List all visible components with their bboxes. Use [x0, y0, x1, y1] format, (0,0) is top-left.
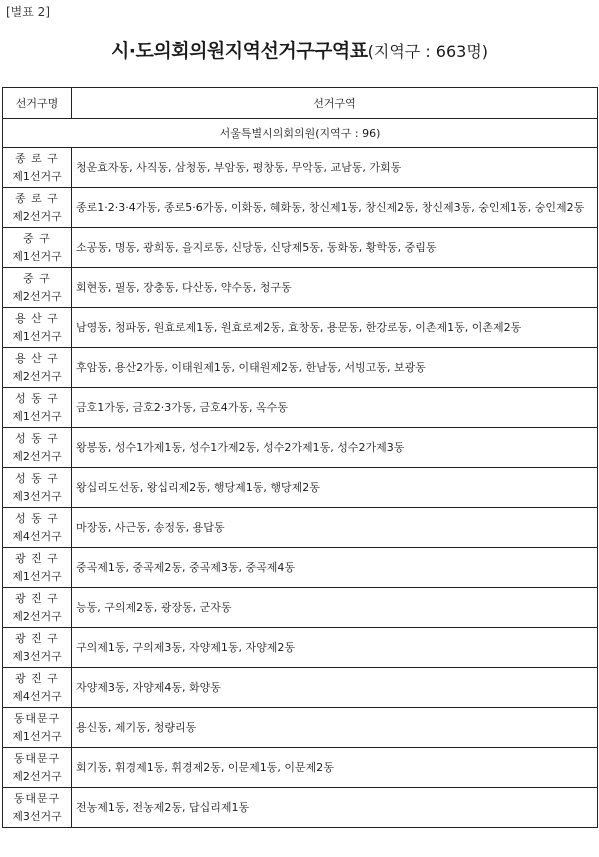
district-number: 제2선거구 — [12, 609, 62, 623]
district-number: 제2선거구 — [12, 369, 62, 383]
district-name-cell — [3, 428, 72, 468]
district-name-cell — [3, 348, 72, 388]
district-number: 제1선거구 — [12, 409, 62, 423]
table-row — [3, 748, 598, 788]
district-number: 제1선거구 — [12, 169, 62, 183]
district-areas-cell: 청운효자동, 사직동, 삼청동, 부암동, 평창동, 무악동, 교남동, 가회동 — [72, 148, 598, 188]
district-areas-cell: 소공동, 명동, 광희동, 을지로동, 신당동, 신당제5동, 동화동, 황학동, 중림동 — [72, 228, 598, 268]
table-row — [3, 188, 598, 228]
district-name-cell — [3, 748, 72, 788]
table-row — [3, 148, 598, 188]
district-gu-name: 용 산 구 — [15, 311, 59, 325]
table-row — [3, 428, 598, 468]
district-number: 제2선거구 — [12, 769, 62, 783]
district-number: 제3선거구 — [12, 649, 62, 663]
district-areas-cell: 금호1가동, 금호2·3가동, 금호4가동, 옥수동 — [72, 388, 598, 428]
table-row — [3, 468, 598, 508]
header-district-name: 선거구명 — [3, 88, 72, 119]
district-areas-cell: 중곡제1동, 중곡제2동, 중곡제3동, 중곡제4동 — [72, 548, 598, 588]
table-row — [3, 628, 598, 668]
district-areas-cell: 회현동, 필동, 장충동, 다산동, 약수동, 청구동 — [72, 268, 598, 308]
district-areas-cell: 왕십리도선동, 왕십리제2동, 행당제1동, 행당제2동 — [72, 468, 598, 508]
table-row — [3, 548, 598, 588]
district-name-cell — [3, 148, 72, 188]
district-name-cell — [3, 468, 72, 508]
district-areas-cell: 전농제1동, 전농제2동, 답십리제1동 — [72, 788, 598, 828]
district-gu-name: 중 구 — [23, 231, 51, 245]
district-number: 제4선거구 — [12, 529, 62, 543]
district-name-cell — [3, 228, 72, 268]
district-areas-cell: 왕봉동, 성수1가제1동, 성수1가제2동, 성수2가제1동, 성수2가제3동 — [72, 428, 598, 468]
district-name-cell — [3, 268, 72, 308]
table-row — [3, 268, 598, 308]
header-district-area: 선거구역 — [72, 88, 598, 119]
table-row — [3, 308, 598, 348]
district-gu-name: 성 동 구 — [15, 511, 59, 525]
district-name-cell — [3, 708, 72, 748]
title-sub: (지역구 : 663명) — [367, 42, 489, 61]
district-number: 제1선거구 — [12, 729, 62, 743]
district-gu-name: 동대문구 — [13, 711, 61, 725]
district-number: 제2선거구 — [12, 289, 62, 303]
annex-label: [별표 2] — [6, 5, 50, 19]
district-areas-cell: 남영동, 청파동, 원효로제1동, 원효로제2동, 효창동, 용문동, 한강로동, 이촌제1동, 이촌제2동 — [72, 308, 598, 348]
section-title: 서울특별시의회의원(지역구 : 96) — [3, 119, 598, 148]
table-row — [3, 388, 598, 428]
district-areas-cell: 능동, 구의제2동, 광장동, 군자동 — [72, 588, 598, 628]
table-row — [3, 228, 598, 268]
district-name-cell — [3, 188, 72, 228]
district-number: 제2선거구 — [12, 209, 62, 223]
district-gu-name: 광 진 구 — [15, 631, 59, 645]
district-name-cell — [3, 668, 72, 708]
district-areas-cell: 후암동, 용산2가동, 이태원제1동, 이태원제2동, 한남동, 서빙고동, 보광동 — [72, 348, 598, 388]
section-row — [3, 119, 598, 148]
district-gu-name: 광 진 구 — [15, 591, 59, 605]
title-main: 시·도의회의원지역선거구구역표 — [110, 40, 368, 62]
district-gu-name: 동대문구 — [13, 751, 61, 765]
district-number: 제4선거구 — [12, 689, 62, 703]
district-number: 제1선거구 — [12, 569, 62, 583]
district-areas-cell: 회기동, 휘경제1동, 휘경제2동, 이문제1동, 이문제2동 — [72, 748, 598, 788]
district-name-cell — [3, 628, 72, 668]
district-gu-name: 종 로 구 — [15, 151, 59, 165]
district-areas-cell: 종로1·2·3·4가동, 종로5·6가동, 이화동, 혜화동, 창신제1동, 창신제2동, 창신제3동, 숭인제1동, 숭인제2동 — [72, 188, 598, 228]
district-gu-name: 종 로 구 — [15, 191, 59, 205]
table-row — [3, 668, 598, 708]
table-header-row — [3, 88, 598, 119]
district-number: 제3선거구 — [12, 809, 62, 823]
district-gu-name: 중 구 — [23, 271, 51, 285]
document-title — [0, 36, 599, 63]
table-row — [3, 508, 598, 548]
district-gu-name: 광 진 구 — [15, 671, 59, 685]
district-gu-name: 성 동 구 — [15, 431, 59, 445]
district-name-cell — [3, 508, 72, 548]
district-gu-name: 성 동 구 — [15, 391, 59, 405]
district-areas-cell: 마장동, 사근동, 송정동, 용답동 — [72, 508, 598, 548]
district-areas-cell: 구의제1동, 구의제3동, 자양제1동, 자양제2동 — [72, 628, 598, 668]
district-number: 제1선거구 — [12, 249, 62, 263]
table-row — [3, 708, 598, 748]
district-gu-name: 성 동 구 — [15, 471, 59, 485]
district-areas-cell: 자양제3동, 자양제4동, 화양동 — [72, 668, 598, 708]
district-table — [2, 87, 598, 828]
district-number: 제2선거구 — [12, 449, 62, 463]
district-name-cell — [3, 788, 72, 828]
table-row — [3, 588, 598, 628]
district-name-cell — [3, 588, 72, 628]
district-number: 제3선거구 — [12, 489, 62, 503]
district-name-cell — [3, 308, 72, 348]
district-name-cell — [3, 388, 72, 428]
district-number: 제1선거구 — [12, 329, 62, 343]
district-areas-cell: 용신동, 제기동, 청량리동 — [72, 708, 598, 748]
table-row — [3, 348, 598, 388]
table-row — [3, 788, 598, 828]
district-gu-name: 광 진 구 — [15, 551, 59, 565]
district-gu-name: 용 산 구 — [15, 351, 59, 365]
district-name-cell — [3, 548, 72, 588]
district-gu-name: 동대문구 — [13, 791, 61, 805]
